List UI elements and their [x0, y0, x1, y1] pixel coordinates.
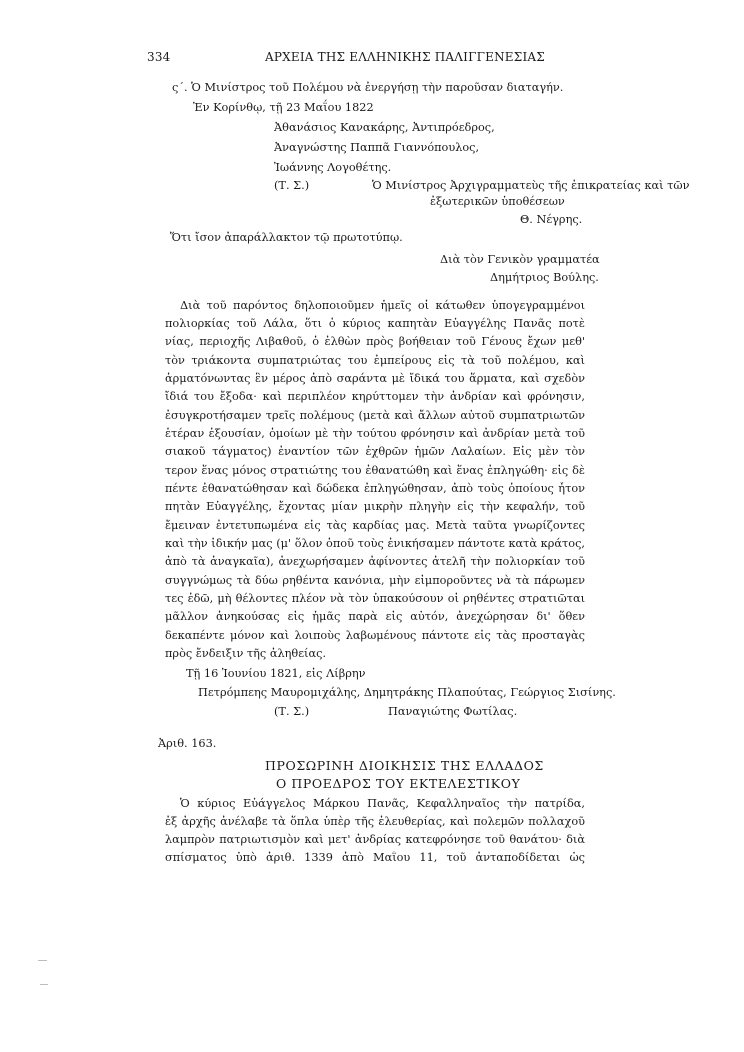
certificate-date: Τῇ 16 Ἰουνίου 1821, εἰς Λίβρην	[186, 667, 366, 680]
last-signer: Παναγιώτης Φωτίλας.	[388, 705, 518, 718]
signatory-line: Ἰωάννης Λογοθέτης.	[274, 161, 392, 174]
document-heading: ΠΡΟΣΩΡΙΝΗ ΔΙΟΙΚΗΣΙΣ ΤΗΣ ΕΛΛΑΔΟΣ	[265, 758, 544, 773]
paragraph-line: τὸν τριάκοντα συμπατριώτας του ἐμπείρους εἰς τὰ τοῦ πολέμου, καὶ	[165, 354, 585, 367]
paragraph-line: σπίσματος ὑπὸ ἀριθ. 1339 ἀπὸ Μαΐου 11, τοῦ ἀνταποδίδεται ὡς	[165, 851, 585, 864]
paragraph-line: ἑτέραν ἐξουσίαν, ὁμοίων μὲ τὴν τούτου φρόνησιν καὶ ἀνδρίαν μετὰ τοῦ	[165, 427, 585, 440]
seal-mark: (Τ. Σ.)	[274, 179, 310, 192]
signatory-line: Ἀναγνώστης Παππᾶ Γιαννόπουλος,	[274, 141, 480, 154]
paragraph-line: μᾶλλον ἀνηκούσας εἰς ἡμᾶς παρὰ εἰς αὐτόν, ἀνεχώρησαν δι' ὅθεν	[165, 610, 585, 623]
decree-date: Ἐν Κορίνθῳ, τῇ 23 Μαΐου 1822	[193, 101, 374, 114]
paragraph-line: συγγνώμως τὰ δύω ρηθέντα κανόνια, μὴν εἰμποροῦντες νὰ τὰ πάρωμεν	[165, 574, 585, 587]
paragraph-line: λαμπρὸν πατριωτισμὸν καὶ μετ' ἀνδρίας κατεφρόνησε τοῦ θανάτου· διὰ	[165, 833, 585, 846]
signatory-line: Ἀθανάσιος Κανακάρης, Ἀντιπρόεδρος,	[274, 121, 495, 134]
document-number: Ἀριθ. 163.	[158, 737, 217, 750]
certificate-signers: Πετρόμπεης Μαυρομιχάλης, Δημητράκης Πλαπούτας, Γεώργιος Σισίνης.	[198, 686, 616, 699]
paragraph-line: πητὰν Εὐαγγέλης, ἔχοντας μίαν μικρὴν πληγὴν εἰς τὴν κεφαλήν, τοῦ	[165, 500, 585, 513]
paragraph-line: ἐσυγκροτήσαμεν τρεῖς πολέμους (μετὰ καὶ ἄλλων αὐτοῦ συμπατριωτῶν	[165, 409, 585, 422]
paragraph-line: πέντε ἐθανατώθησαν καὶ δώδεκα ἐπληγώθησαν, ἀπὸ τοὺς ὁποίους ἦτον	[165, 482, 585, 495]
paragraph-line: σιακοῦ τάγματος) ἐναντίον τῶν ἐχθρῶν ἡμῶν Λαλαίων. Εἰς μὲν τὸν	[165, 445, 585, 458]
paragraph-line: ἴδιά του ἔξοδα· καὶ περιπλέον κηρύττομεν τὴν ἀνδρίαν καὶ φρόνησιν,	[165, 390, 585, 403]
paragraph-line: ἀπὸ τὰ ἀναγκαῖα), ἀνεχωρήσαμεν ἀφίνοντες ἀτελῆ τὴν πολιορκίαν τοῦ	[165, 555, 585, 568]
paragraph-line: πολιορκίας τοῦ Λάλα, ὅτι ὁ κύριος καπητὰν Εὐαγγέλης Πανᾶς ποτὲ	[165, 317, 585, 330]
paragraph-line: Διὰ τοῦ παρόντος δηλοποιοῦμεν ἡμεῖς οἱ κάτωθεν ὑπογεγραμμένοι	[180, 299, 585, 312]
secretary-line: Διὰ τὸν Γενικὸν γραμματέα	[440, 253, 600, 266]
minister-name: Θ. Νέγρης.	[520, 213, 583, 226]
document-subheading: Ο ΠΡΟΕΔΡΟΣ ΤΟΥ ΕΚΤΕΛΕΣΤΙΚΟΥ	[276, 776, 521, 791]
paragraph-last-line: πρὸς ἔνδειξιν τῆς ἀληθείας.	[165, 647, 327, 660]
seal-mark: (Τ. Σ.)	[274, 705, 310, 718]
paragraph-line: ἁρματόνωντας ἓν μέρος ἀπὸ σαράντα μὲ ἴδικά του ἅρματα, καὶ σχεδὸν	[165, 372, 585, 385]
scan-artifact	[38, 960, 47, 961]
paragraph-line: νίας, περιοχῆς Λιβαθοῦ, ὁ ἐλθὼν πρὸς βοήθειαν τοῦ Γένους ἔχων μεθ'	[165, 335, 585, 348]
secretary-name: Δημήτριος Βούλης.	[490, 271, 599, 284]
scan-artifact	[40, 984, 48, 985]
paragraph-line: τερον ἕνας μόνος στρατιώτης του ἐθανατώθη καὶ ἕνας ἐπληγώθη· εἰς δὲ	[165, 464, 585, 477]
paragraph-line: τες ἐδῶ, μὴ θέλοντες πλέον νὰ τὸν ὑπακούσουν οἱ ρηθέντες στρατιῶται	[165, 592, 585, 605]
minister-title: Ὁ Μινίστρος Ἀρχιγραμματεὺς τῆς ἐπικρατείας καὶ τῶν	[372, 179, 690, 192]
page-number: 334	[147, 50, 171, 64]
copy-note: Ὅτι ἴσον ἀπαράλλακτον τῷ πρωτοτύπῳ.	[170, 231, 403, 244]
running-title: ΑΡΧΕΙΑ ΤΗΣ ΕΛΛΗΝΙΚΗΣ ΠΑΛΙΓΓΕΝΕΣΙΑΣ	[265, 50, 545, 64]
paragraph-line: ἔμειναν ἐντετυπωμένα εἰς τὰς καρδίας μας. Μετὰ ταῦτα γνωρίζοντες	[165, 519, 585, 532]
paragraph-line: καὶ τὴν ἰδικήν μας (μ' ὅλον ὁποῦ τοὺς ἐνικήσαμεν πάντοτε κατὰ κράτος,	[165, 537, 585, 550]
paragraph-line: Ὁ κύριος Εὐάγγελος Μάρκου Πανᾶς, Κεφαλληναῖος τὴν πατρίδα,	[180, 797, 585, 810]
paragraph-line: δεκαπέντε μόνον καὶ λοιποὺς λαβωμένους πάντοτε εἰς τὰς προσταγὰς	[165, 629, 585, 642]
decree-item: ς΄. Ὁ Μινίστρος τοῦ Πολέμου νὰ ἐνεργήσῃ τὴν παροῦσαν διαταγήν.	[172, 81, 564, 94]
minister-title: ἐξωτερικῶν ὑποθέσεων	[430, 195, 565, 208]
paragraph-line: ἐξ ἀρχῆς ἀνέλαβε τὰ ὅπλα ὑπὲρ τῆς ἐλευθερίας, καὶ πολεμῶν πολλαχοῦ	[165, 815, 585, 828]
